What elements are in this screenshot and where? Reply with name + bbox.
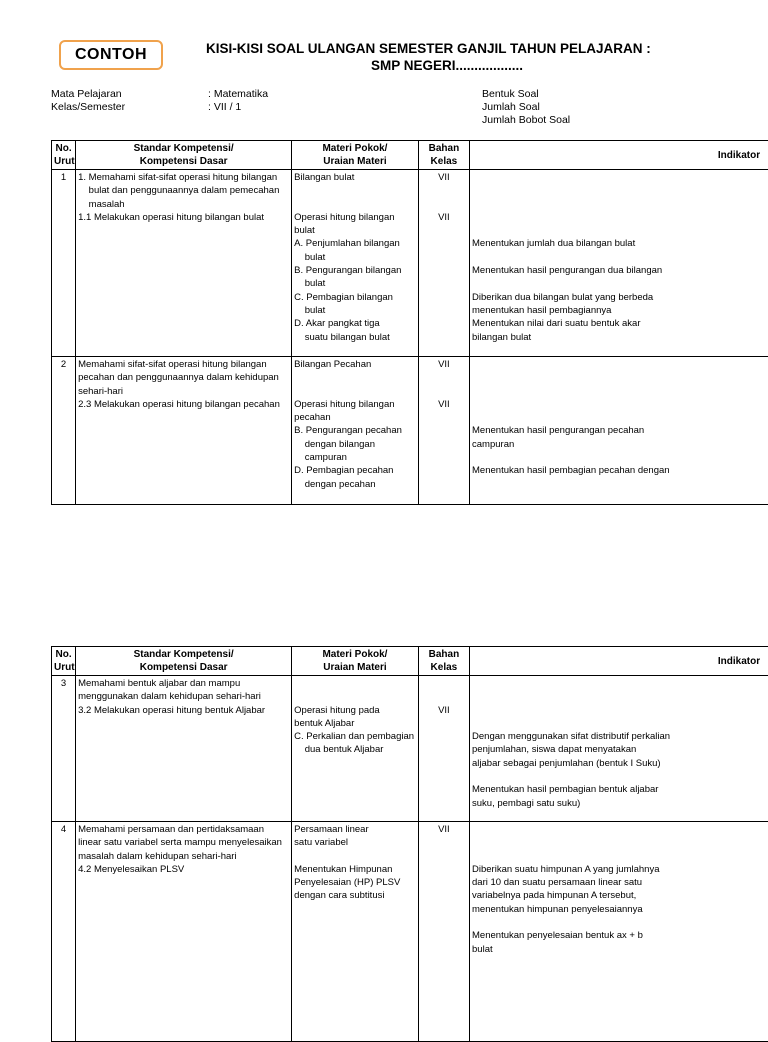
cell-line [294,184,416,197]
cell-line [472,358,766,371]
header-sk: Standar Kompetensi/ Kompetensi Dasar [76,647,292,676]
weight-label: Jumlah Bobot Soal [482,114,570,127]
cell-line [472,198,766,211]
cell-line: Menentukan hasil pembagian bentuk aljabar [472,783,766,796]
cell-standar-kompetensi [76,822,292,1042]
cell-line: Menentukan jumlah dua bilangan bulat [472,237,766,250]
cell-line: dari 10 dan suatu persamaan linear satu [472,876,766,889]
header-kelas: Bahan Kelas [418,141,469,170]
cell-indikator [470,676,768,822]
cell-line: Persamaan linear [294,823,416,836]
cell-line: Menentukan hasil pembagian pecahan dengan [472,464,766,477]
cell-indikator [470,357,768,505]
cell-line [294,690,416,703]
cell-line: Memahami bentuk aljabar dan mampu [78,677,289,690]
cell-no [52,676,76,822]
cell-line: dengan pecahan [294,478,416,491]
cell-line: dua bentuk Aljabar [294,743,416,756]
cell-line: Memahami persamaan dan pertidaksamaan [78,823,289,836]
cell-line: Menentukan nilai dari suatu bentuk akar [472,317,766,330]
subject-label: Mata Pelajaran [51,88,122,101]
cell-line: Operasi hitung pada [294,704,416,717]
cell-line [472,171,766,184]
cell-line [294,850,416,863]
cell-line [421,690,467,703]
cell-bahan-kelas [418,170,469,357]
header-no: No. Urut [52,141,76,170]
cell-line: Menentukan hasil pengurangan pecahan [472,424,766,437]
class-label: Kelas/Semester [51,101,125,114]
cell-line [294,385,416,398]
cell-line: bulat [294,251,416,264]
cell-line [472,211,766,224]
table-row [52,170,768,357]
cell-line: Operasi hitung bilangan [294,398,416,411]
cell-line [421,371,467,384]
cell-line: Bilangan bulat [294,171,416,184]
cell-line: aljabar sebagai penjumlahan (bentuk I Suku) [472,757,766,770]
header-materi: Materi Pokok/ Uraian Materi [292,141,419,170]
cell-line [472,411,766,424]
example-badge: CONTOH [59,40,163,70]
cell-line: suatu bilangan bulat [294,331,416,344]
cell-bahan-kelas [418,822,469,1042]
cell-text: 4 [54,823,73,836]
cell-bahan-kelas [418,676,469,822]
cell-line [472,184,766,197]
cell-line: D. Pembagian pecahan [294,464,416,477]
cell-line: penjumlahan, siswa dapat menyatakan [472,743,766,756]
cell-line: bilangan bulat [472,331,766,344]
cell-line: Diberikan suatu himpunan A yang jumlahnya [472,863,766,876]
cell-line: satu variabel [294,836,416,849]
school-name: SMP NEGERI.................. [371,58,523,73]
cell-line [472,717,766,730]
cell-line [294,371,416,384]
header-kelas: Bahan Kelas [418,647,469,676]
cell-line: VII [421,398,467,411]
cell-line: linear satu variabel serta mampu menyelesaikan [78,836,289,849]
cell-line [472,451,766,464]
cell-line: masalah [78,198,289,211]
cell-line: C. Perkalian dan pembagian [294,730,416,743]
cell-bahan-kelas [418,357,469,505]
cell-line: bentuk Aljabar [294,717,416,730]
cell-line: Dengan menggunakan sifat distributif perkalian [472,730,766,743]
table-row [52,676,768,822]
cell-materi-pokok [292,676,419,822]
cell-line: masalah dalam kehidupan sehari-hari [78,850,289,863]
grid-table-2 [51,646,768,1042]
cell-line: D. Akar pangkat tiga [294,317,416,330]
cell-line: variabelnya pada himpunan A tersebut, [472,889,766,902]
cell-line: bulat [294,224,416,237]
cell-line: pecahan dan penggunaannya dalam kehidupan [78,371,289,384]
table-row [52,357,768,505]
cell-standar-kompetensi [76,170,292,357]
cell-text: 1 [54,171,73,184]
cell-materi-pokok [292,357,419,505]
cell-line: 4.2 Menyelesaikan PLSV [78,863,289,876]
cell-standar-kompetensi [76,676,292,822]
cell-line: Menentukan penyelesaian bentuk ax + b [472,929,766,942]
cell-line: Diberikan dua bilangan bulat yang berbeda [472,291,766,304]
header-materi: Materi Pokok/ Uraian Materi [292,647,419,676]
cell-line [472,823,766,836]
cell-line: VII [421,358,467,371]
cell-line: Operasi hitung bilangan [294,211,416,224]
cell-line: sehari-hari [78,385,289,398]
table-header-row [52,141,768,170]
grid-table-1 [51,140,768,505]
cell-line [421,385,467,398]
cell-line [472,916,766,929]
cell-line [421,198,467,211]
header-indikator: Indikator [470,141,768,170]
cell-line [472,224,766,237]
class-value: : VII / 1 [208,101,241,114]
subject-value: : Matematika [208,88,268,101]
table-header-row [52,647,768,676]
cell-line [472,371,766,384]
cell-line: campuran [294,451,416,464]
header-no: No. Urut [52,647,76,676]
form-label: Bentuk Soal [482,88,539,101]
cell-line [472,251,766,264]
cell-line [472,398,766,411]
cell-line: bulat [472,943,766,956]
cell-line: VII [421,823,467,836]
cell-line: Bilangan Pecahan [294,358,416,371]
cell-materi-pokok [292,170,419,357]
cell-standar-kompetensi [76,357,292,505]
cell-line: 1.1 Melakukan operasi hitung bilangan bulat [78,211,289,224]
document-title: KISI-KISI SOAL ULANGAN SEMESTER GANJIL TAHUN PELAJARAN : [206,41,651,56]
cell-line: dengan bilangan [294,438,416,451]
cell-line: VII [421,704,467,717]
cell-line: B. Pengurangan bilangan [294,264,416,277]
cell-line: 3.2 Melakukan operasi hitung bentuk Aljabar [78,704,289,717]
cell-materi-pokok [292,822,419,1042]
cell-line: VII [421,171,467,184]
table-row [52,822,768,1042]
cell-line [472,677,766,690]
cell-line [421,184,467,197]
cell-line: B. Pengurangan pecahan [294,424,416,437]
cell-line: campuran [472,438,766,451]
cell-line: menggunakan dalam kehidupan sehari-hari [78,690,289,703]
cell-line: Penyelesaian (HP) PLSV [294,876,416,889]
cell-line: A. Penjumlahan bilangan [294,237,416,250]
count-label: Jumlah Soal [482,101,540,114]
cell-line [472,836,766,849]
cell-line: 2.3 Melakukan operasi hitung bilangan pecahan [78,398,289,411]
cell-line: dengan cara subtitusi [294,889,416,902]
cell-line: bulat dan penggunaannya dalam pemecahan [78,184,289,197]
header-indikator: Indikator [470,647,768,676]
cell-line [294,198,416,211]
cell-line: VII [421,211,467,224]
cell-line: pecahan [294,411,416,424]
cell-line [472,850,766,863]
cell-line: bulat [294,277,416,290]
cell-line: Menentukan hasil pengurangan dua bilangan [472,264,766,277]
cell-line [472,704,766,717]
cell-text: 2 [54,358,73,371]
cell-line [472,385,766,398]
cell-indikator [470,170,768,357]
cell-line: suku, pembagi satu suku) [472,797,766,810]
cell-line: menentukan himpunan penyelesaiannya [472,903,766,916]
cell-line [294,677,416,690]
cell-line: 1. Memahami sifat-sifat operasi hitung bilangan [78,171,289,184]
header-sk: Standar Kompetensi/ Kompetensi Dasar [76,141,292,170]
cell-line: C. Pembagian bilangan [294,291,416,304]
cell-line: menentukan hasil pembagiannya [472,304,766,317]
cell-no [52,170,76,357]
cell-line [472,277,766,290]
cell-no [52,357,76,505]
cell-line [421,677,467,690]
cell-line: Menentukan Himpunan [294,863,416,876]
cell-no [52,822,76,1042]
cell-line [472,690,766,703]
cell-indikator [470,822,768,1042]
cell-line [472,770,766,783]
cell-text: 3 [54,677,73,690]
cell-line: Memahami sifat-sifat operasi hitung bilangan [78,358,289,371]
cell-line: bulat [294,304,416,317]
